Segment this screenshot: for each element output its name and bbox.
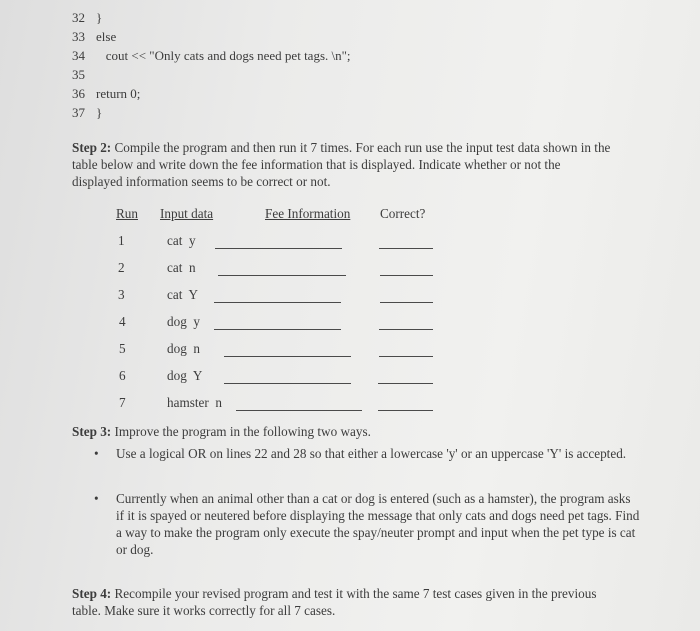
code-line: 32 } xyxy=(72,10,103,25)
fee-blank xyxy=(236,410,362,411)
step-3-heading xyxy=(72,423,612,440)
input-data: dog y xyxy=(167,314,200,329)
input-data: hamster n xyxy=(167,395,222,410)
bullet-item xyxy=(94,445,636,462)
input-data: dog n xyxy=(167,341,200,356)
fee-blank xyxy=(215,248,342,249)
step-3-label: Step 3: xyxy=(72,424,112,439)
run-number: 1 xyxy=(118,233,125,248)
code-line: 35 xyxy=(72,67,85,82)
bullet-text: Currently when an animal other than a cat or dog is entered (such as a hamster), the program asks if it is spayed or neutered before displaying the message that only cats and dogs need pet tags. Find a way to make the program only execute the spay/neuter prompt and input when the pet type is cat or dog. xyxy=(116,491,640,557)
bullet-item xyxy=(94,490,640,558)
correct-blank xyxy=(379,356,433,357)
correct-blank xyxy=(380,275,433,276)
step-4-text: Recompile your revised program and test it with the same 7 test cases given in the previous table. Make sure it works correctly for all 7 cases. xyxy=(72,586,597,618)
header-fee-information: Fee Information xyxy=(265,206,351,221)
fee-blank xyxy=(214,302,341,303)
header-input-data: Input data xyxy=(160,206,214,221)
correct-blank xyxy=(379,329,433,330)
run-number: 6 xyxy=(119,368,126,383)
correct-blank xyxy=(379,248,433,249)
step-2-paragraph xyxy=(72,139,612,190)
step-3-text: Improve the program in the following two ways. xyxy=(111,424,371,439)
correct-blank xyxy=(378,410,433,411)
step-4-paragraph xyxy=(72,585,612,619)
bullet-dot: • xyxy=(94,446,99,461)
step-2-label: Step 2: xyxy=(72,140,112,155)
code-line: 34 cout << "Only cats and dogs need pet tags. \n"; xyxy=(72,48,351,63)
bullet-text: Use a logical OR on lines 22 and 28 so that either a lowercase 'y' or an uppercase 'Y' is accepted. xyxy=(116,446,627,461)
code-line: 36 return 0; xyxy=(72,86,141,101)
run-number: 3 xyxy=(118,287,125,302)
bullet-dot: • xyxy=(94,491,99,506)
input-data: dog Y xyxy=(167,368,203,383)
header-run: Run xyxy=(116,206,138,221)
run-number: 4 xyxy=(119,314,126,329)
input-data: cat n xyxy=(167,260,196,275)
fee-blank xyxy=(224,383,351,384)
step-4-label: Step 4: xyxy=(72,586,112,601)
code-listing xyxy=(72,8,351,122)
fee-blank xyxy=(224,356,351,357)
header-correct: Correct? xyxy=(380,206,426,221)
run-number: 5 xyxy=(119,341,126,356)
code-line: 37 } xyxy=(72,105,103,120)
fee-blank xyxy=(214,329,341,330)
run-number: 2 xyxy=(118,260,125,275)
step-2-text: Compile the program and then run it 7 times. For each run use the input test data shown in the table below and write down the fee information that is displayed. Indicate whether or not the displayed information seems to be correct or not. xyxy=(72,140,611,189)
correct-blank xyxy=(378,383,433,384)
input-data: cat Y xyxy=(167,287,198,302)
correct-blank xyxy=(380,302,433,303)
code-line: 33 else xyxy=(72,29,117,44)
run-number: 7 xyxy=(119,395,126,410)
fee-blank xyxy=(218,275,346,276)
input-data: cat y xyxy=(167,233,196,248)
